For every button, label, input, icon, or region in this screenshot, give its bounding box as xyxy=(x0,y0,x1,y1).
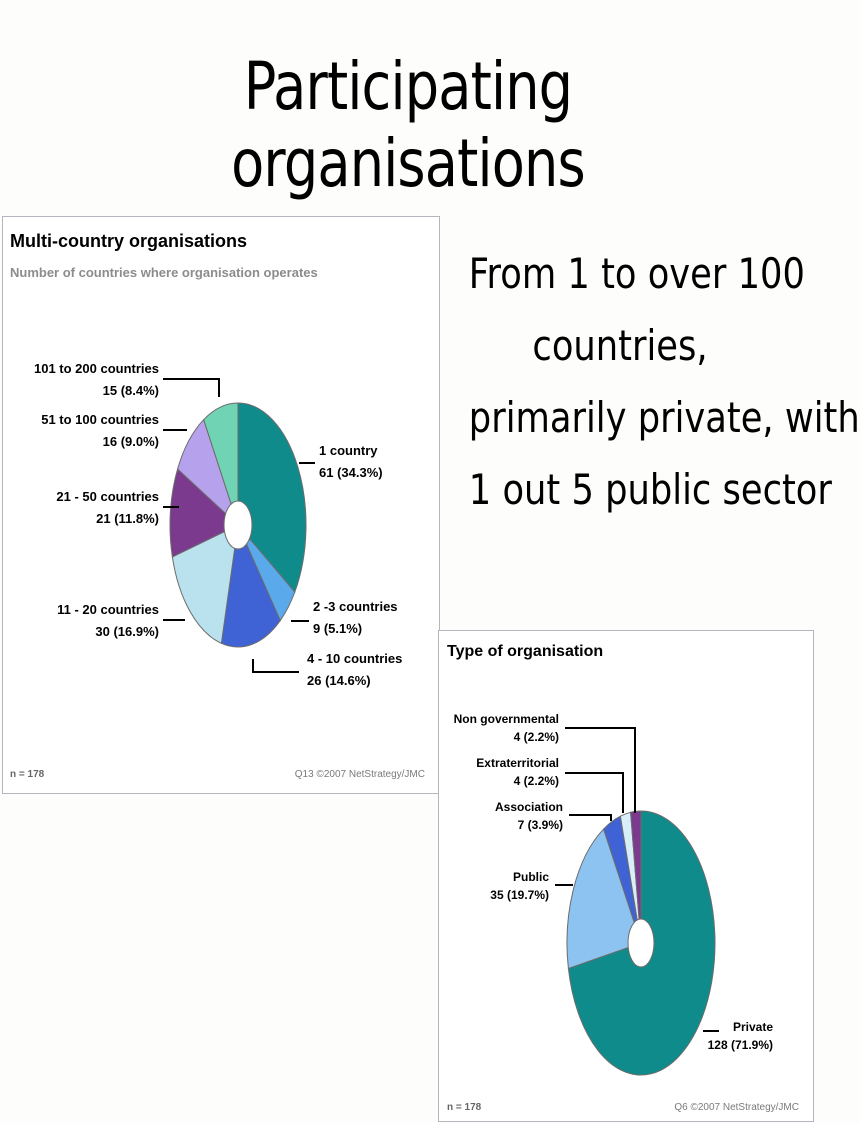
pie-center-hole xyxy=(224,501,252,549)
slice-value-association: 7 (3.9%) xyxy=(517,818,563,832)
slice-value-1-country: 61 (34.3%) xyxy=(319,465,383,480)
slice-label-private: Private xyxy=(732,1020,773,1034)
summary-line: countries, xyxy=(532,321,708,370)
leader-line-association xyxy=(569,815,611,821)
slice-value-non-governmental: 4 (2.2%) xyxy=(513,730,559,744)
multi-country-title: Multi-country organisations xyxy=(10,231,248,251)
slice-value-11-20-countries: 30 (16.9%) xyxy=(95,624,159,639)
summary-line: primarily private, with xyxy=(468,393,860,442)
multi-country-source: Q13 ©2007 NetStrategy/JMC xyxy=(294,769,425,780)
leader-line-101-to-200-countries xyxy=(163,379,219,397)
slice-value-4-10-countries: 26 (14.6%) xyxy=(307,673,371,688)
slice-label-non-governmental: Non governmental xyxy=(453,712,559,726)
slice-value-2-3-countries: 9 (5.1%) xyxy=(313,621,363,636)
organisation-type-title: Type of organisation xyxy=(447,643,604,660)
slice-value-101-to-200-countries: 15 (8.4%) xyxy=(102,383,159,398)
slice-label-21-50-countries: 21 - 50 countries xyxy=(56,489,159,504)
page-title: Participating organisations xyxy=(231,48,585,202)
slice-value-private: 128 (71.9%) xyxy=(707,1038,773,1052)
multi-country-subtitle: Number of countries where organisation operates xyxy=(10,265,318,280)
slice-label-public: Public xyxy=(512,870,549,884)
organisation-type-pie-chart xyxy=(439,631,815,1123)
slice-value-extraterritorial: 4 (2.2%) xyxy=(513,774,559,788)
slice-value-51-to-100-countries: 16 (9.0%) xyxy=(102,434,159,449)
slice-label-51-to-100-countries: 51 to 100 countries xyxy=(41,412,159,427)
organisation-type-source: Q6 ©2007 NetStrategy/JMC xyxy=(674,1102,799,1113)
slice-value-21-50-countries: 21 (11.8%) xyxy=(96,511,159,526)
leader-line-non-governmental xyxy=(565,728,635,813)
slice-label-extraterritorial: Extraterritorial xyxy=(476,756,559,770)
slice-label-11-20-countries: 11 - 20 countries xyxy=(57,602,159,617)
summary-line: 1 out 5 public sector xyxy=(468,465,832,514)
slice-value-public: 35 (19.7%) xyxy=(490,888,549,902)
leader-line-4-10-countries xyxy=(253,659,299,672)
multi-country-pie-chart xyxy=(3,217,441,795)
summary-text xyxy=(468,238,860,526)
slice-label-association: Association xyxy=(494,800,563,814)
multi-country-n-label: n = 178 xyxy=(10,769,45,780)
leader-line-extraterritorial xyxy=(565,773,623,813)
summary-line: From 1 to over 100 xyxy=(468,249,805,298)
multi-country-panel xyxy=(2,216,440,794)
pie-center-hole xyxy=(628,919,654,967)
slice-label-4-10-countries: 4 - 10 countries xyxy=(307,651,403,666)
slice-label-1-country: 1 country xyxy=(319,443,378,458)
slice-label-101-to-200-countries: 101 to 200 countries xyxy=(34,361,159,376)
organisation-type-panel xyxy=(438,630,814,1122)
slice-label-2-3-countries: 2 -3 countries xyxy=(313,599,398,614)
organisation-type-n-label: n = 178 xyxy=(447,1102,482,1113)
